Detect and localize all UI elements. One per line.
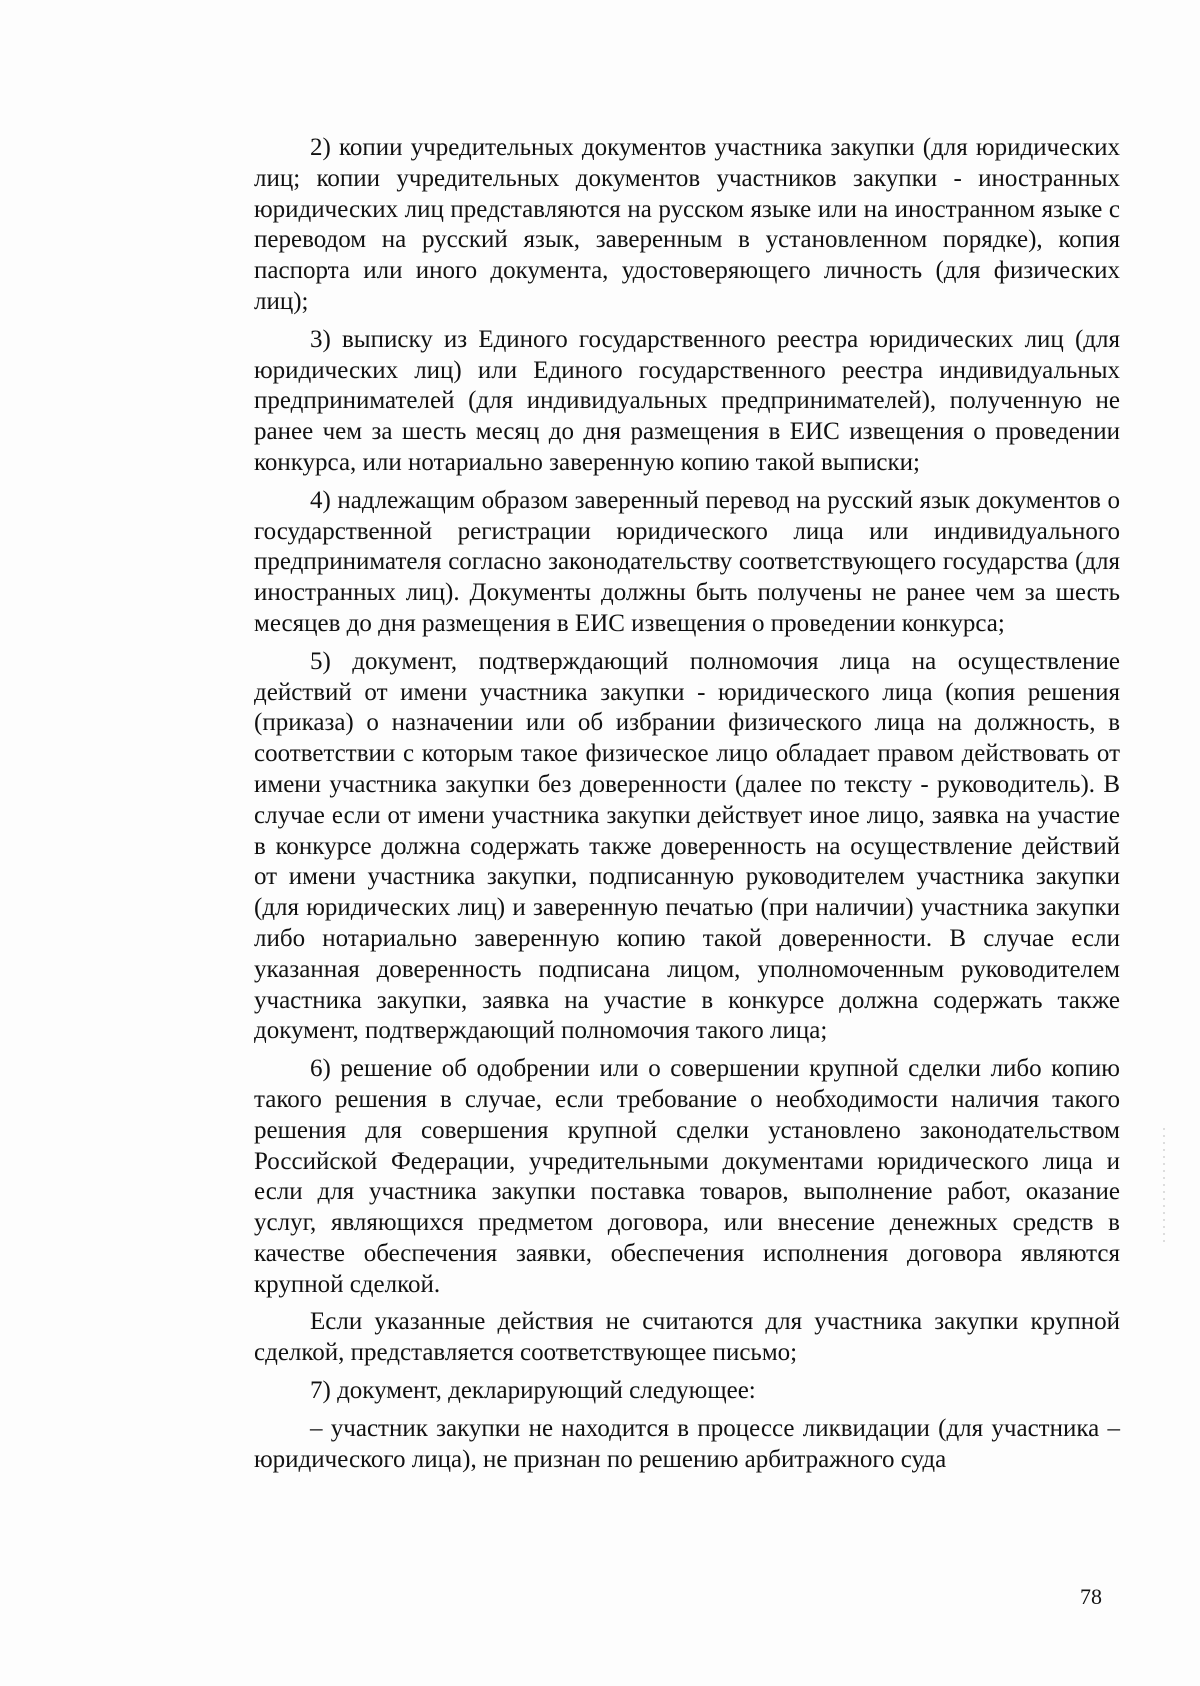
paragraph-item-4: 4) надлежащим образом заверенный перевод на русский язык документов о государственной регистрации юридического лица или индивидуального предпринимателя согласно законодательству соответствующего государства (для иностранных лиц). Документы должны быть получены не ранее чем за шесть месяцев до дня размещения в ЕИС извещения о проведении конкурса; bbox=[254, 486, 1120, 637]
paragraph-item-3: 3) выписку из Единого государственного реестра юридических лиц (для юридических лиц) или Единого государственного реестра индивидуальных предпринимателей (для индивидуальных предпринимателей), полученную не ранее чем за шесть месяц до дня размещения в ЕИС извещения о проведении конкурса, или нотариально заверенную копию такой выписки; bbox=[254, 325, 1120, 476]
page-number: 78 bbox=[1080, 1584, 1102, 1609]
document-body bbox=[254, 133, 1120, 1482]
paragraph-item-7: 7) документ, декларирующий следующее: bbox=[310, 1377, 756, 1405]
paragraph-item-6: 6) решение об одобрении или о совершении крупной сделки либо копию такого решения в случае, если требование о необходимости наличия такого решения для совершения крупной сделки установлено законодательством Российской Федерации, учредительными документами юридического лица и если для участника закупки поставка товаров, выполнение работ, оказание услуг, являющихся предметом договора, или внесение денежных средств в качестве обеспечения заявки, обеспечения исполнения договора являются крупной сделкой. bbox=[254, 1055, 1120, 1298]
paragraph-item-5: 5) документ, подтверждающий полномочия лица на осуществление действий от имени участника закупки - юридического лица (копия решения (приказа) о назначении или об избрании физического лица на должность, в соответствии с которым такое физическое лицо обладает правом действовать от имени участника закупки без доверенности (далее по тексту - руководитель). В случае если от имени участника закупки действует иное лицо, заявка на участие в конкурсе должна содержать также доверенность на осуществление действий от имени участника закупки, подписанную руководителем участника закупки (для юридических лиц) и заверенную печатью (при наличии) участника закупки либо нотариально заверенную копию такой доверенности. В случае если указанная доверенность подписана лицом, уполномоченным руководителем участника закупки, заявка на участие в конкурсе должна содержать также документ, подтверждающий полномочия такого лица; bbox=[254, 647, 1120, 1045]
paragraph-major-deal-letter: Если указанные действия не считаются для участника закупки крупной сделкой, представляется соответствующее письмо; bbox=[254, 1308, 1120, 1367]
scan-artifact-line bbox=[1163, 1128, 1165, 1246]
paragraph-declaration-liquidation: – участник закупки не находится в процессе ликвидации (для участника – юридического лица), не признан по решению арбитражного суда bbox=[254, 1414, 1120, 1473]
paragraph-item-2: 2) копии учредительных документов участника закупки (для юридических лиц; копии учредительных документов участников закупки - иностранных юридических лиц представляются на русском языке или на иностранном языке с переводом на русский язык, заверенным в установленном порядке), копия паспорта или иного документа, удостоверяющего личность (для физических лиц); bbox=[254, 134, 1120, 315]
